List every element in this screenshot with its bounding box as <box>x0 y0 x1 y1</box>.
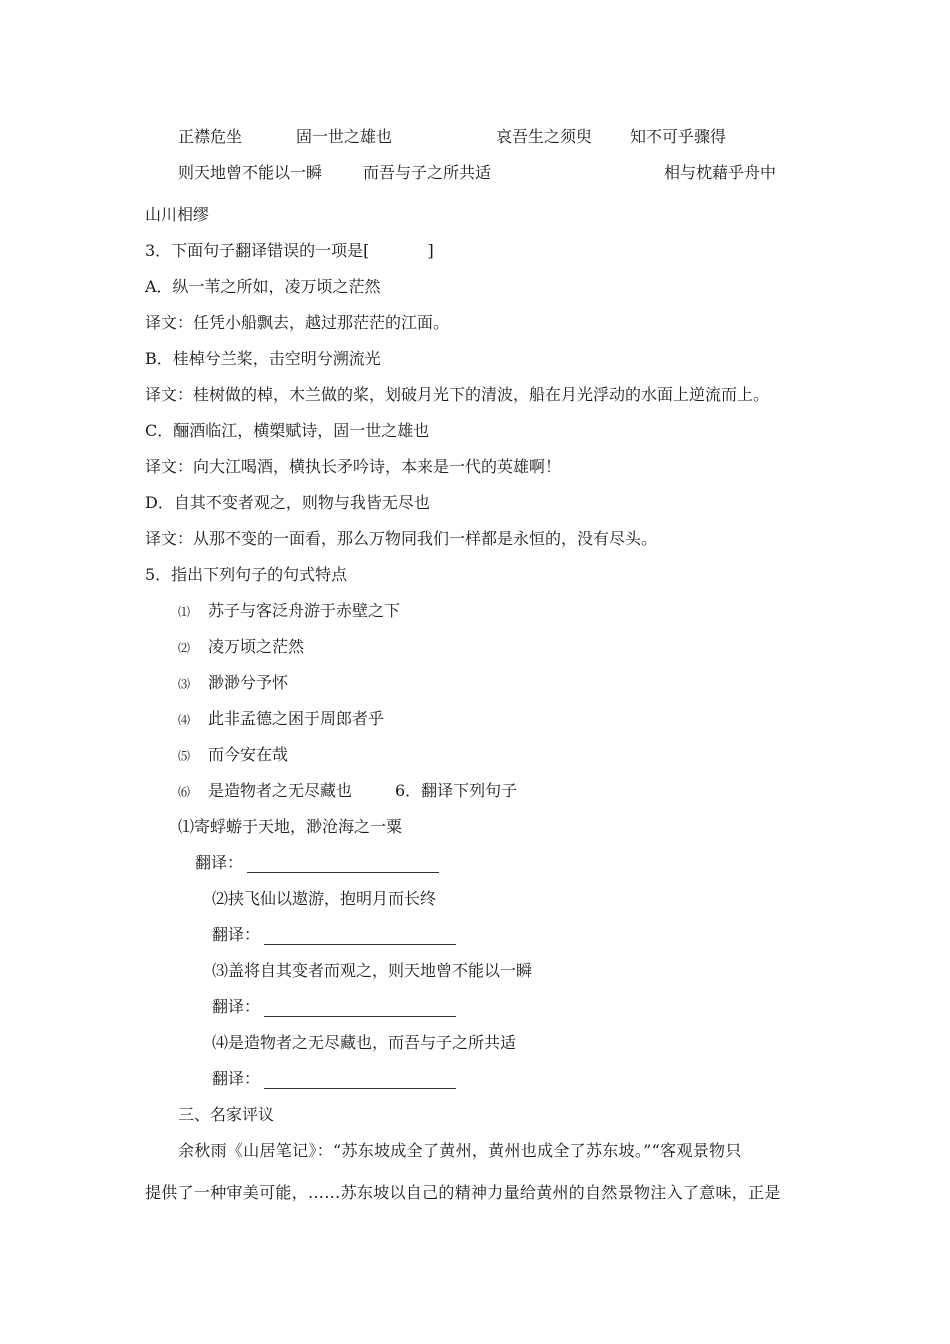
question-6-stem: 6．翻译下列句子 <box>395 781 518 800</box>
list-item <box>178 745 288 766</box>
list-item <box>178 673 288 694</box>
question-5-stem: 5．指出下列句子的句式特点 <box>145 565 348 584</box>
list-item <box>178 781 352 802</box>
question-3-stem <box>145 241 434 261</box>
option-b-translation: 译文：桂树做的棹，木兰做的桨，划破月光下的清波，船在月光浮动的水面上逆流而上。 <box>145 385 770 404</box>
item-text: 此非孟德之困于周郎者乎 <box>208 709 385 728</box>
translate-sentence: ⑵挟飞仙以遨游，抱明月而长终 <box>212 889 437 908</box>
vocab-item: 正襟危坐 <box>178 127 243 146</box>
translate-sentence: ⑶盖将自其变者而观之，则天地曾不能以一瞬 <box>212 961 533 980</box>
translate-sentence: ⑴寄蜉蝣于天地，渺沧海之一粟 <box>178 817 403 836</box>
item-number: ⑶ <box>178 677 191 691</box>
item-number: ⑷ <box>178 713 191 727</box>
answer-label: 翻译： <box>212 1069 261 1088</box>
answer-row <box>212 997 456 1017</box>
vocab-item: 而吾与子之所共适 <box>363 163 492 182</box>
option-d-translation: 译文：从那不变的一面看，那么万物同我们一样都是永恒的，没有尽头。 <box>145 529 658 548</box>
option-c: C．酾酒临江，横槊赋诗，固一世之雄也 <box>145 421 430 440</box>
question-3-bracket: ] <box>427 241 434 260</box>
item-text: 渺渺兮予怀 <box>208 673 289 692</box>
answer-label: 翻译： <box>212 997 261 1016</box>
item-text: 而今安在哉 <box>208 745 289 764</box>
translate-sentence: ⑷是造物者之无尽藏也，而吾与子之所共适 <box>212 1033 517 1052</box>
option-b: B．桂棹兮兰桨，击空明兮溯流光 <box>145 349 381 368</box>
answer-row <box>212 1069 456 1089</box>
item-number: ⑴ <box>178 605 191 619</box>
list-item <box>178 709 384 730</box>
option-a-translation: 译文：任凭小船飘去，越过那茫茫的江面。 <box>145 313 450 332</box>
option-c-translation: 译文：向大江喝酒，横执长矛吟诗，本来是一代的英雄啊！ <box>145 457 562 476</box>
item-text: 凌万顷之茫然 <box>208 637 305 656</box>
item-text: 是造物者之无尽藏也 <box>208 781 353 800</box>
item-number: ⑵ <box>178 641 191 655</box>
paragraph-line: 提供了一种审美可能，……苏东坡以自己的精神力量给黄州的自然景物注入了意味，正是 <box>145 1183 781 1202</box>
answer-blank[interactable] <box>264 1000 456 1017</box>
item-number: ⑸ <box>178 749 191 763</box>
answer-label: 翻译： <box>195 853 244 872</box>
vocab-item: 则天地曾不能以一瞬 <box>178 163 323 182</box>
answer-label: 翻译： <box>212 925 261 944</box>
answer-row <box>195 853 439 873</box>
vocab-item: 固一世之雄也 <box>296 127 393 146</box>
answer-row <box>212 925 456 945</box>
vocab-item: 山川相缪 <box>145 205 210 224</box>
option-d: D．自其不变者观之，则物与我皆无尽也 <box>145 493 430 512</box>
answer-blank[interactable] <box>264 928 456 945</box>
list-item <box>178 637 304 658</box>
item-text: 苏子与客泛舟游于赤壁之下 <box>208 601 401 620</box>
vocab-item: 哀吾生之须臾 <box>496 127 593 146</box>
item-number: ⑹ <box>178 785 191 799</box>
vocab-item: 相与枕藉乎舟中 <box>664 163 777 182</box>
question-3-text: 3．下面句子翻译错误的一项是[ <box>145 241 370 260</box>
list-item <box>178 601 400 622</box>
paragraph-line: 余秋雨《山居笔记》：“苏东坡成全了黄州，黄州也成全了苏东坡。”“客观景物只 <box>178 1141 742 1160</box>
section-heading: 三、名家评议 <box>178 1105 275 1124</box>
answer-blank[interactable] <box>247 856 439 873</box>
vocab-item: 知不可乎骤得 <box>630 127 727 146</box>
answer-blank[interactable] <box>264 1072 456 1089</box>
option-a: A．纵一苇之所如，凌万顷之茫然 <box>145 277 381 296</box>
